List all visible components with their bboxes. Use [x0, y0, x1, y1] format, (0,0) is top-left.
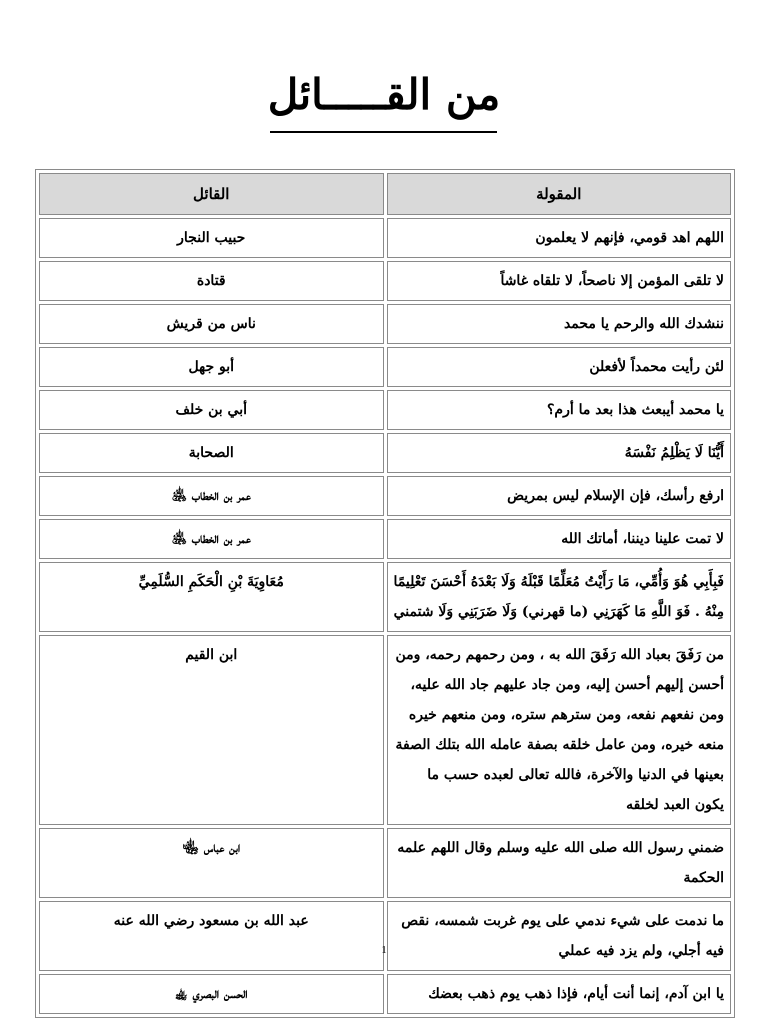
speaker-cell: ابن عباس ﵄: [39, 828, 384, 898]
quote-cell: ننشدك الله والرحم يا محمد: [387, 304, 732, 344]
table-row: [39, 304, 731, 344]
speaker-cell: قتادة: [39, 261, 384, 301]
sayings-table: [35, 169, 735, 1018]
quote-cell: أَيُّنَا لَا يَظْلِمُ نَفْسَهُ: [387, 433, 732, 473]
table-row: [39, 635, 731, 825]
quote-cell: يا محمد أيبعث هذا بعد ما أرم؟: [387, 390, 732, 430]
speaker-cell: الصحابة: [39, 433, 384, 473]
table-row: [39, 519, 731, 559]
table-header-row: [39, 173, 731, 215]
speaker-cell: أبو جهل: [39, 347, 384, 387]
table-row: [39, 828, 731, 898]
quote-cell: اللهم اهد قومي، فإنهم لا يعلمون: [387, 218, 732, 258]
quote-cell: ارفع رأسك، فإن الإسلام ليس بمريض: [387, 476, 732, 516]
title-underline: [270, 131, 497, 133]
page-title: من القـــــائل: [267, 70, 501, 119]
quote-cell: لا تمت علينا ديننا، أماتك الله: [387, 519, 732, 559]
table-row: [39, 562, 731, 632]
page-number: 1: [381, 944, 387, 956]
table-row: [39, 974, 731, 1014]
table-row: [39, 433, 731, 473]
speaker-cell: أبي بن خلف: [39, 390, 384, 430]
quote-cell: لئن رأيت محمداً لأفعلن: [387, 347, 732, 387]
header-speaker: القائل: [39, 173, 384, 215]
speaker-cell: الحسن البصري ﵀: [39, 974, 384, 1014]
quote-cell: من رَفَقَ بعباد الله رَفَقَ الله به ، ومن رحمهم رحمه، ومن أحسن إليهم أحسن إليه، ومن جاد عليهم جاد الله عليه، ومن نفعهم نفعه، ومن سترهم ستره، ومن منعهم خيره منعه خيره، ومن عامل خلقه بصفة عامله الله بتلك الصفة بعينها في الدنيا والآخرة، فالله تعالى لعبده حسب ما يكون العبد لخلقه: [387, 635, 732, 825]
table-row: [39, 901, 731, 971]
quote-cell: ضمني رسول الله صلى الله عليه وسلم وقال اللهم علمه الحكمة: [387, 828, 732, 898]
speaker-cell: عمر بن الخطاب ﵁: [39, 476, 384, 516]
table-row: [39, 218, 731, 258]
speaker-cell: ابن القيم: [39, 635, 384, 825]
quote-cell: يا ابن آدم، إنما أنت أيام، فإذا ذهب يوم ذهب بعضك: [387, 974, 732, 1014]
quote-cell: لا تلقى المؤمن إلا ناصحاً، لا تلقاه غاشاً: [387, 261, 732, 301]
quote-cell: فَبِأَبِي هُوَ وَأُمِّي، مَا رَأَيْتُ مُعَلِّمًا قَبْلَهُ وَلَا بَعْدَهُ أَحْسَنَ تَعْلِيمًا مِنْهُ . فَوَ اللَّهِ مَا كَهَرَنِي (ما قهرني) وَلَا ضَرَبَنِي وَلَا شتمني: [387, 562, 732, 632]
header-quote: المقولة: [387, 173, 732, 215]
table-row: [39, 347, 731, 387]
table-row: [39, 261, 731, 301]
quote-cell: ما ندمت على شيء ندمي على يوم غربت شمسه، نقص فيه أجلي، ولم يزد فيه عملي: [387, 901, 732, 971]
speaker-cell: حبيب النجار: [39, 218, 384, 258]
table-row: [39, 390, 731, 430]
speaker-cell: مُعَاوِيَةَ بْنِ الْحَكَمِ السُّلَمِيِّ: [39, 562, 384, 632]
speaker-cell: عمر بن الخطاب ﵁: [39, 519, 384, 559]
speaker-cell: عبد الله بن مسعود رضي الله عنه: [39, 901, 384, 971]
speaker-cell: ناس من قريش: [39, 304, 384, 344]
table-row: [39, 476, 731, 516]
